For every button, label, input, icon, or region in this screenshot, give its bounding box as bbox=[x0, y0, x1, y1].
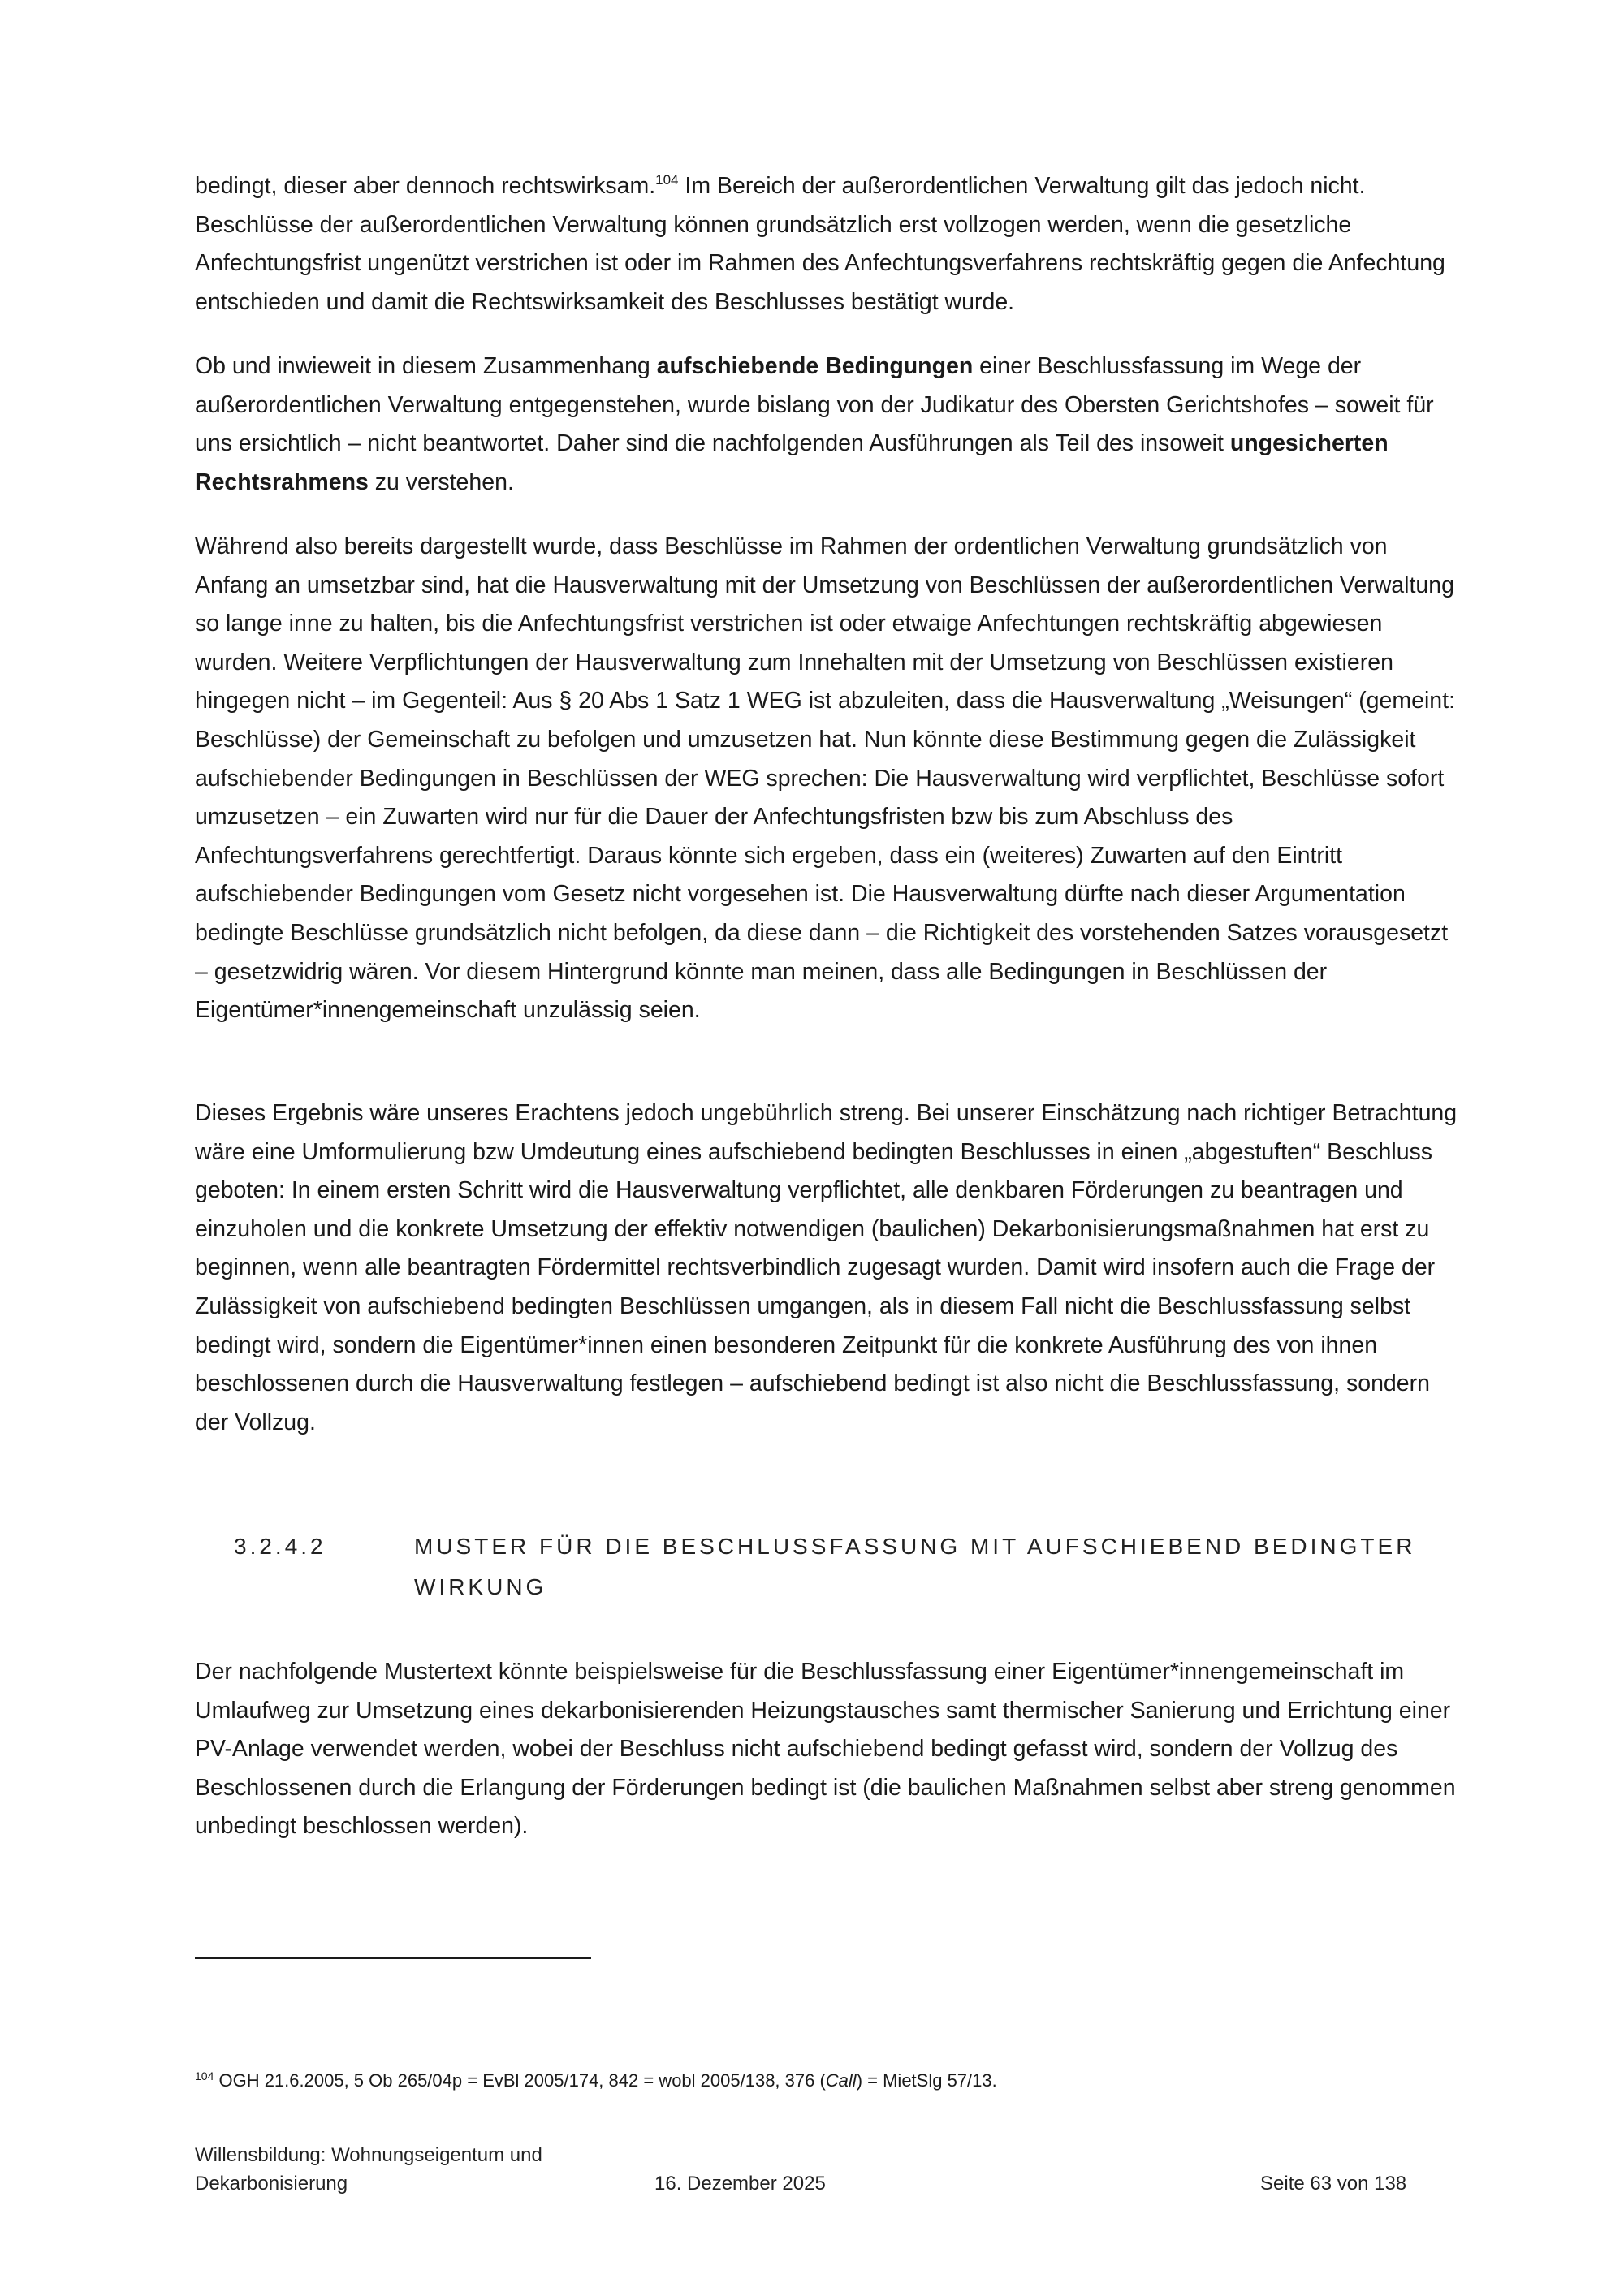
paragraph-1 bbox=[195, 167, 1462, 322]
paragraph-5: Der nachfolgende Mustertext könnte beispielsweise für die Beschlussfassung einer Eigentümer*innengemeinschaft im Umlaufweg zur Umsetzung eines dekarbonisierenden Heizungstausches samt thermischer Sanierung und Errichtung einer PV-Anlage verwendet werden, wobei der Beschluss nicht aufschiebend bedingt gefasst wird, sondern der Vollzug des Beschlossenen durch die Erlangung der Förderungen bedingt ist (die baulichen Maßnahmen selbst aber streng genommen unbedingt beschlossen werden). bbox=[195, 1659, 1456, 1840]
paragraph-2-text-c: zu verstehen. bbox=[368, 468, 514, 495]
footnote-marker: 104 bbox=[195, 2069, 214, 2082]
paragraph-2 bbox=[195, 347, 1462, 502]
paragraph-3: Während also bereits dargestellt wurde, dass Beschlüsse im Rahmen der ordentlichen Verwaltung grundsätzlich von Anfang an umsetzbar sind, hat die Hausverwaltung mit der Umsetzung von Beschlüssen der außerordentlichen Verwaltung so lange inne zu halten, bis die Anfechtungsfrist verstrichen ist oder etwaige Anfechtungen rechtskräftig abgewiesen wurden. Weitere Verpflichtungen der Hausverwaltung zum Innehalten mit der Umsetzung von Beschlüssen existieren hingegen nicht – im Gegenteil: Aus § 20 Abs 1 Satz 1 WEG ist abzuleiten, dass die Hausverwaltung „Weisungen“ (gemeint: Beschlüsse) der Gemeinschaft zu befolgen und umzusetzen hat. Nun könnte diese Bestimmung gegen die Zulässigkeit aufschiebender Bedingungen in Beschlüssen der WEG sprechen: Die Hausverwaltung wird verpflichtet, Beschlüsse sofort umzusetzen – ein Zuwarten wird nur für die Dauer der Anfechtungsfristen bzw bis zum Abschluss des Anfechtungsverfahrens gerechtfertigt. Daraus könnte sich ergeben, dass ein (weiteres) Zuwarten auf den Eintritt aufschiebender Bedingungen vom Gesetz nicht vorgesehen ist. Die Hausverwaltung dürfte nach dieser Argumentation bedingte Beschlüsse grundsätzlich nicht befolgen, da diese dann – die Richtigkeit des vorstehenden Satzes vorausgesetzt – gesetzwidrig wären. Vor diesem Hintergrund könnte man meinen, dass alle Bedingungen in Beschlüssen der Eigentümer*innengemeinschaft unzulässig seien. bbox=[195, 533, 1455, 1024]
section-number: 3.2.4.2 bbox=[234, 1534, 326, 1559]
footnote-104 bbox=[195, 2069, 1462, 2093]
emphasis-aufschiebende-bedingungen: aufschiebende Bedingungen bbox=[656, 353, 974, 379]
footnote-text-a: OGH 21.6.2005, 5 Ob 265/04p = EvBl 2005/174, 842 = wobl 2005/138, 376 ( bbox=[214, 2070, 826, 2091]
footnote-reference-104[interactable]: 104 bbox=[655, 172, 679, 188]
paragraph-1-text-b: Im Bereich der außerordentlichen Verwaltung gilt das jedoch nicht. Beschlüsse der außerordentlichen Verwaltung können grundsätzlich erst vollzogen werden, wenn die gesetzliche Anfechtungsfrist ungenützt verstrichen ist oder im Rahmen des Anfechtungsverfahrens rechtskräftig gegen die Anfechtung entschieden und damit die Rechtswirksamkeit des Beschlusses bestätigt wurde. bbox=[195, 173, 1445, 315]
footer-document-title bbox=[195, 2141, 617, 2198]
footnote-separator bbox=[195, 1957, 591, 1959]
emphasis-ungesicherter-rechtsrahmen: ungesicherten Rechtsrahmens bbox=[195, 430, 1389, 495]
paragraph-2-text-b: einer Beschlussfassung im Wege der außerordentlichen Verwaltung entgegenstehen, wurde bislang von der Judikatur des Obersten Gerichtshofes – soweit für uns ersichtlich – nicht beantwortet. Daher sind die nachfolgenden Ausführungen als Teil des insoweit bbox=[195, 353, 1434, 457]
footer-page-number: Seite 63 von 138 bbox=[1260, 2173, 1407, 2195]
footer-title-line-2: Dekarbonisierung bbox=[195, 2173, 348, 2195]
paragraph-2-text-a: Ob und inwieweit in diesem Zusammenhang bbox=[195, 353, 657, 379]
footnote-text-b: ) = MietSlg 57/13. bbox=[856, 2070, 997, 2091]
section-title: MUSTER FÜR DIE BESCHLUSSFASSUNG MIT AUFSCHIEBEND BEDINGTER WIRKUNG bbox=[414, 1534, 1416, 1599]
footer-date: 16. Dezember 2025 bbox=[654, 2173, 826, 2195]
paragraph-1-text-a: bedingt, dieser aber dennoch rechtswirksam. bbox=[195, 173, 656, 199]
paragraph-4: Dieses Ergebnis wäre unseres Erachtens jedoch ungebührlich streng. Bei unserer Einschätzung nach richtiger Betrachtung wäre eine Umformulierung bzw Umdeutung eines aufschiebend bedingten Beschlusses in einen „abgestuften“ Beschluss geboten: In einem ersten Schritt wird die Hausverwaltung verpflichtet, alle denkbaren Förderungen zu beantragen und einzuholen und die konkrete Umsetzung der effektiv notwendigen (baulichen) Dekarbonisierungsmaßnahmen hat erst zu beginnen, wenn alle beantragten Fördermittel rechtsverbindlich zugesagt wurden. Damit wird insofern auch die Frage der Zulässigkeit von aufschiebend bedingten Beschlüssen umgangen, als in diesem Fall nicht die Beschlussfassung selbst bedingt wird, sondern die Eigentümer*innen einen besonderen Zeitpunkt für die konkrete Ausführung des von ihnen beschlossenen durch die Hausverwaltung festlegen – aufschiebend bedingt ist also nicht die Beschlussfassung, sondern der Vollzug. bbox=[195, 1100, 1458, 1435]
footnote-italic-author: Call bbox=[825, 2070, 857, 2091]
footer-title-line-1: Willensbildung: Wohnungseigentum und bbox=[195, 2144, 542, 2166]
